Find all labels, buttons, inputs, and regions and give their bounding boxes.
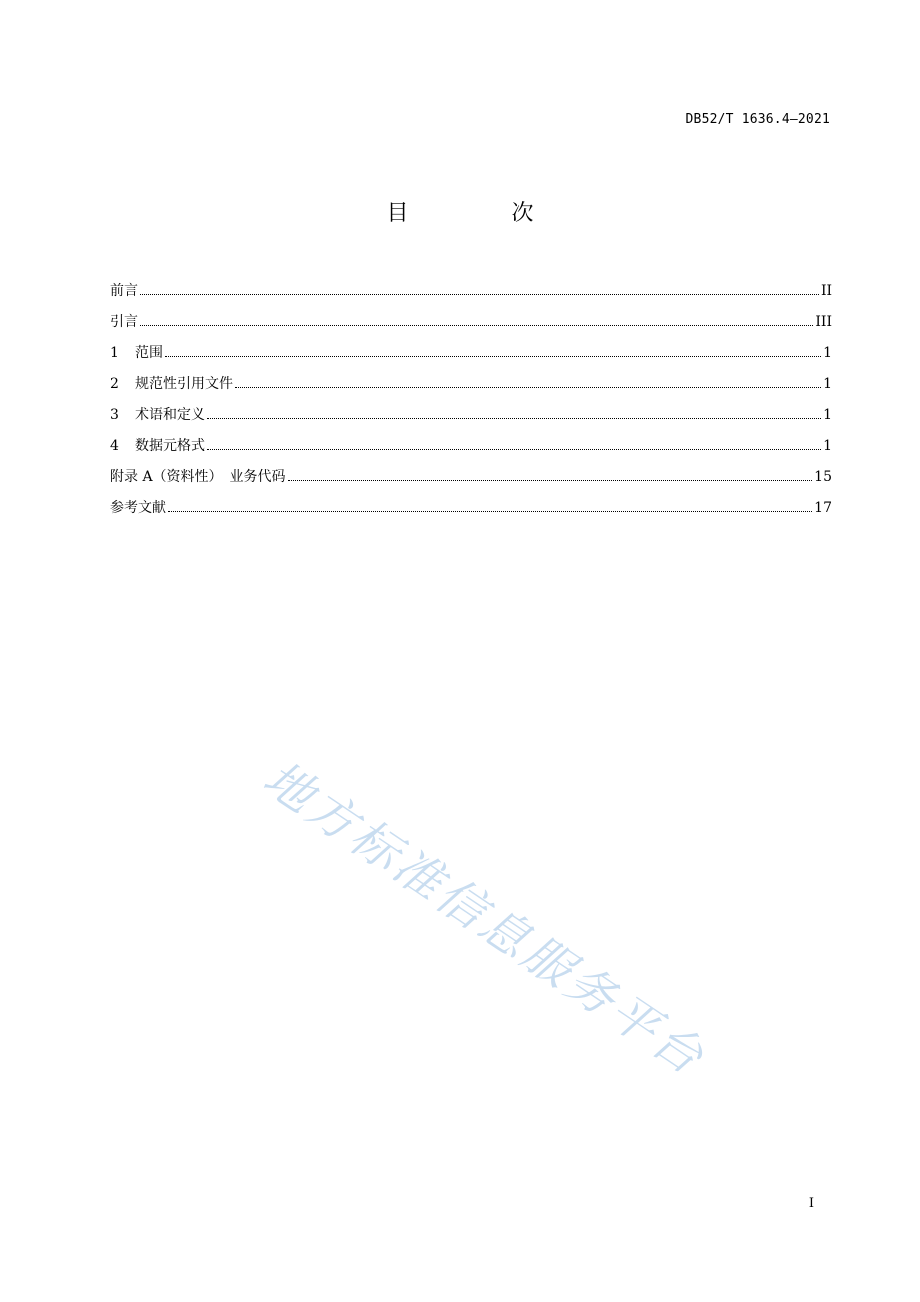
toc-entry-appendix-a[interactable] <box>110 466 832 497</box>
toc-entry-number: 1 <box>110 345 119 361</box>
toc-entry-foreword[interactable] <box>110 280 832 311</box>
page-number: I <box>808 1196 814 1211</box>
watermark: 地方标准信息服务平台 <box>253 750 716 1088</box>
toc-entry-data-element-format[interactable] <box>110 435 832 466</box>
toc-leader-dots <box>140 324 813 326</box>
toc-entry-page: 1 <box>823 407 832 423</box>
toc-entry-label: 参考文献 <box>110 500 166 516</box>
table-of-contents <box>110 280 832 528</box>
toc-entry-introduction[interactable] <box>110 311 832 342</box>
toc-title: 目 次 <box>386 201 582 226</box>
toc-leader-dots <box>207 417 821 419</box>
toc-leader-dots <box>140 293 819 295</box>
document-code: DB52/T 1636.4—2021 <box>685 112 830 127</box>
toc-entry-number: 3 <box>110 407 119 423</box>
toc-entry-label: 范围 <box>135 345 163 361</box>
toc-entry-page: 1 <box>823 438 832 454</box>
toc-entry-terms-definitions[interactable] <box>110 404 832 435</box>
toc-entry-page: 1 <box>823 376 832 392</box>
toc-entry-label: 数据元格式 <box>135 438 205 454</box>
toc-entry-page: 17 <box>814 500 832 516</box>
toc-entry-number: 2 <box>110 376 119 392</box>
toc-leader-dots <box>288 479 813 481</box>
toc-entry-label: 前言 <box>110 283 138 299</box>
toc-entry-bibliography[interactable] <box>110 497 832 528</box>
toc-entry-page: III <box>815 314 832 330</box>
toc-entry-scope[interactable] <box>110 342 832 373</box>
toc-entry-page: II <box>820 283 832 299</box>
toc-entry-label: 附录 A（资料性） 业务代码 <box>110 469 286 485</box>
toc-entry-label: 引言 <box>110 314 138 330</box>
toc-entry-page: 15 <box>814 469 832 485</box>
toc-entry-label: 术语和定义 <box>135 407 205 423</box>
toc-leader-dots <box>207 448 821 450</box>
toc-entry-page: 1 <box>823 345 832 361</box>
toc-leader-dots <box>235 386 821 388</box>
toc-leader-dots <box>165 355 821 357</box>
toc-leader-dots <box>168 510 812 512</box>
toc-entry-number: 4 <box>110 438 119 454</box>
toc-entry-normative-references[interactable] <box>110 373 832 404</box>
toc-entry-label: 规范性引用文件 <box>135 376 233 392</box>
